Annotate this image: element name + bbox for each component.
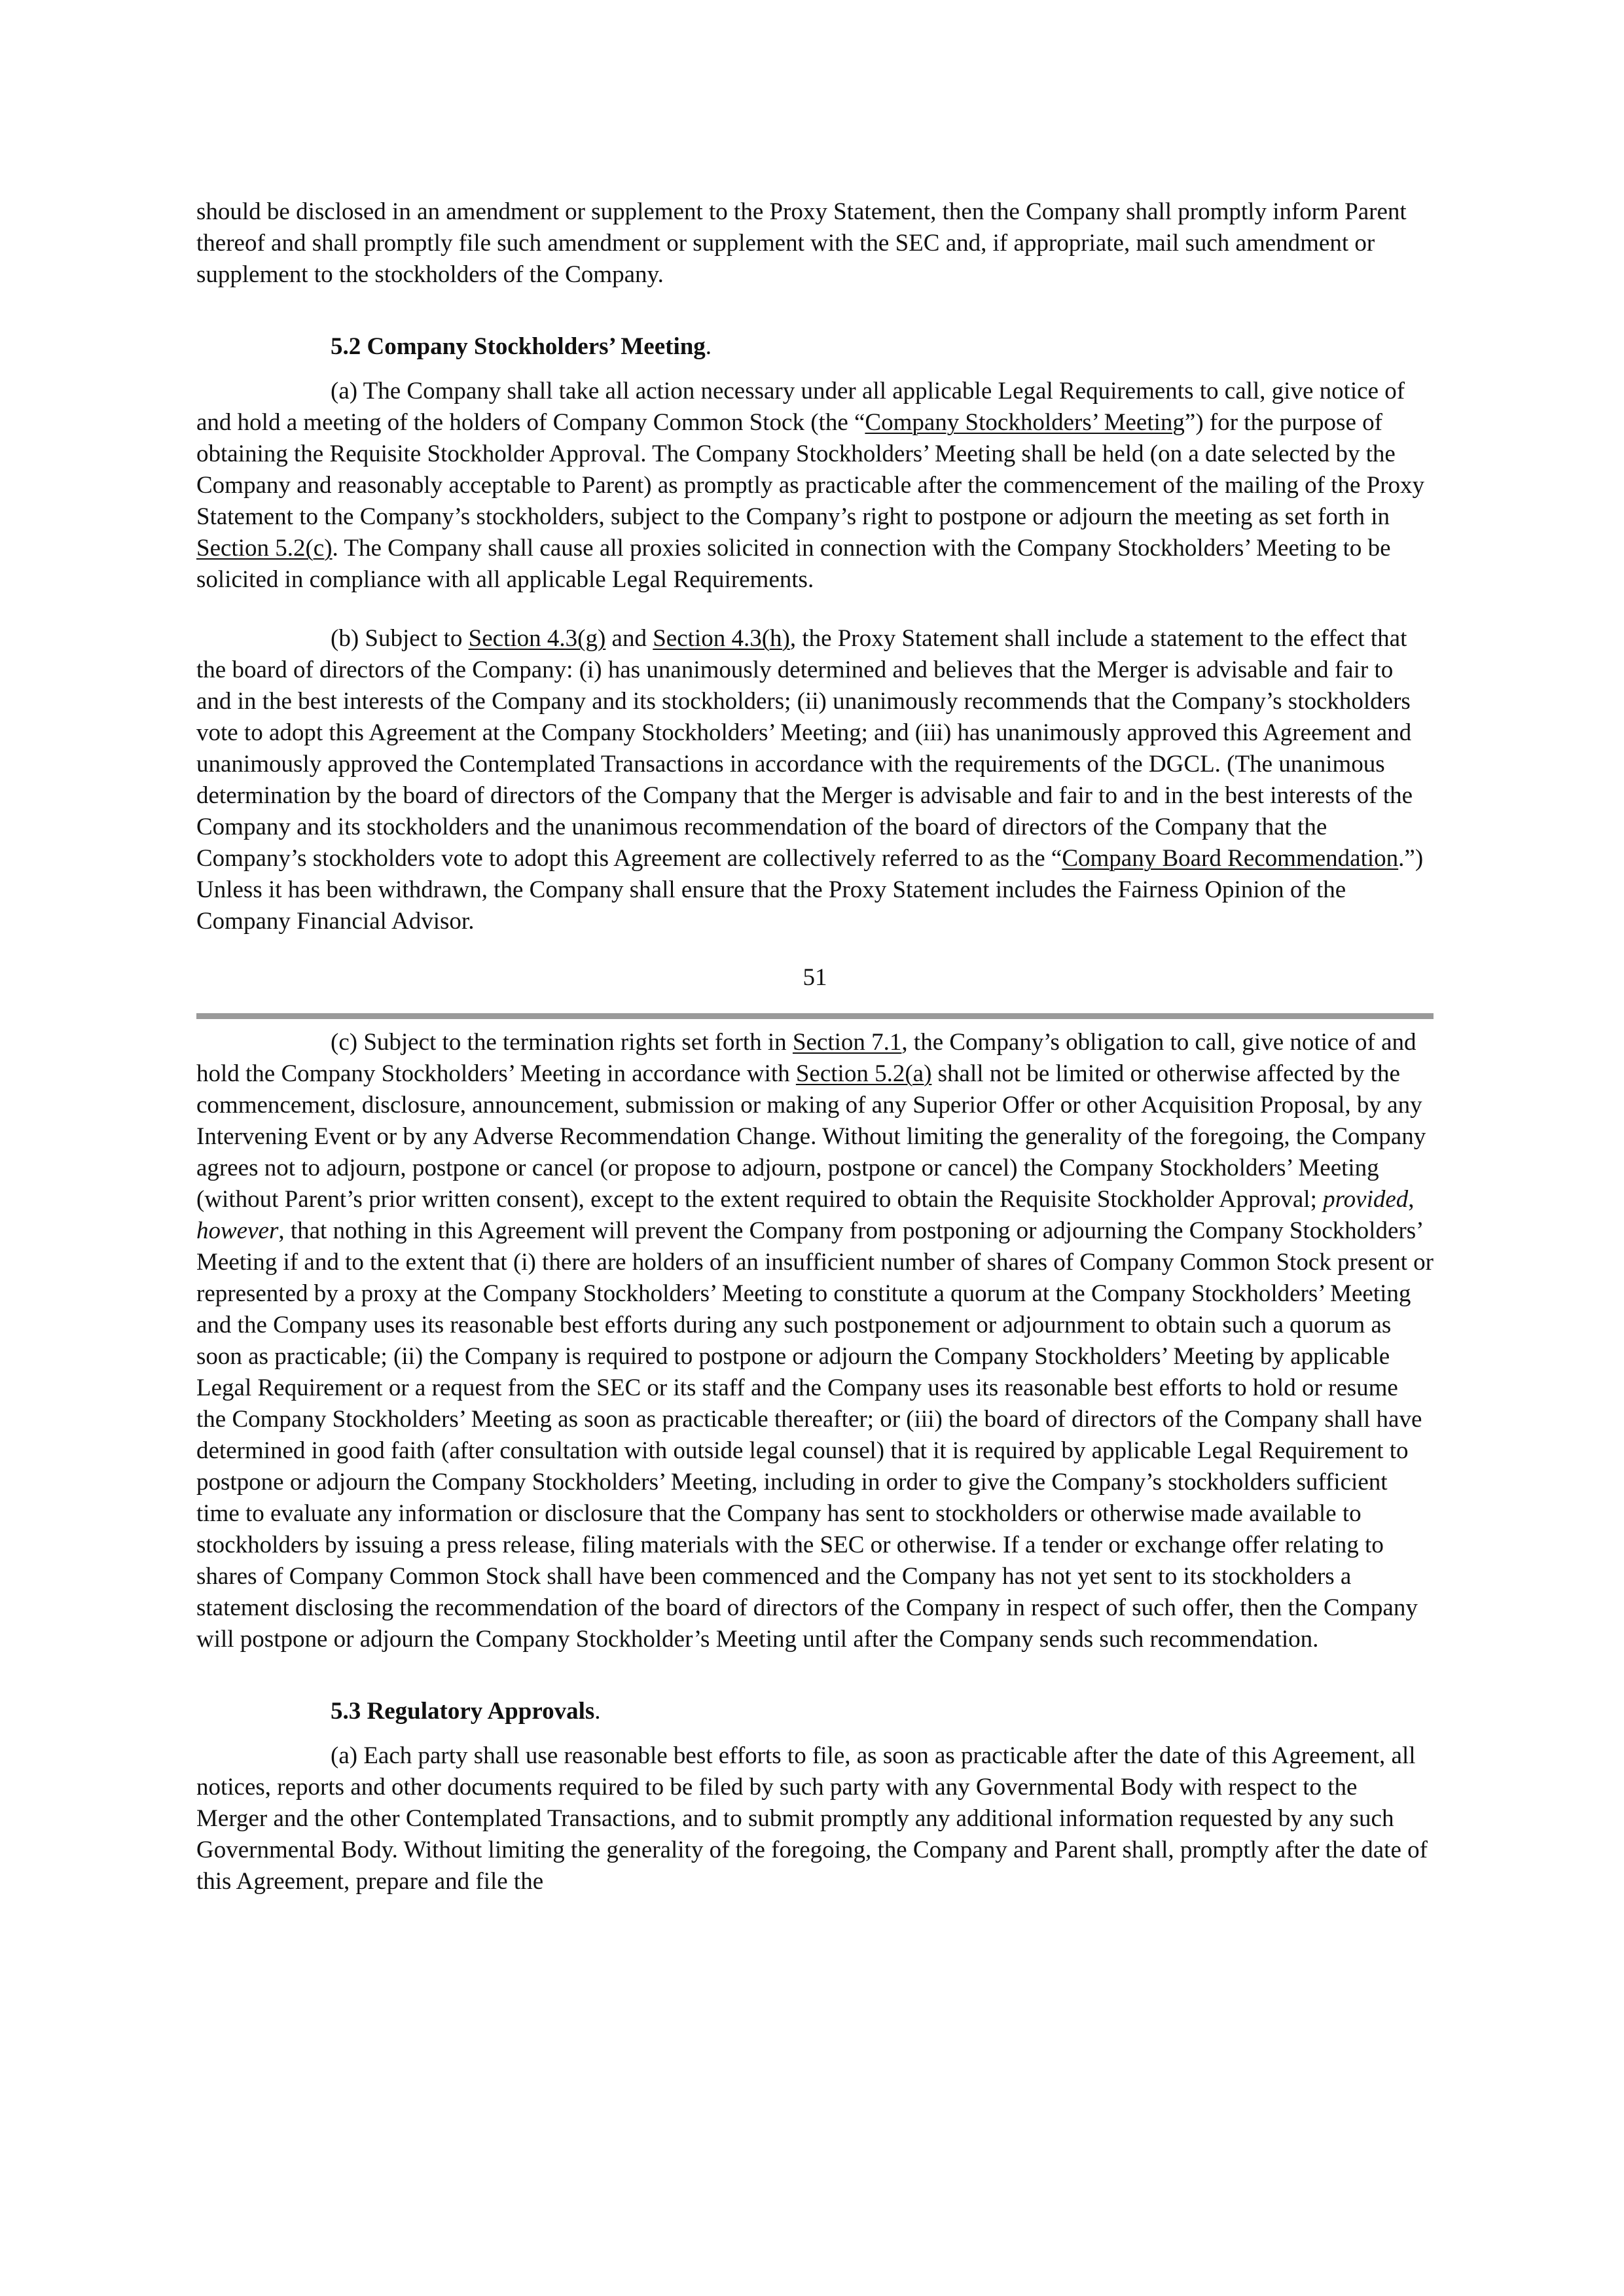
text-run: , the Company’s obligation to call, give notice of and hold the Company Stockholders’ Meeting in accordance with xyxy=(196,1029,1416,1087)
text-run: , that nothing in this Agreement will prevent the Company from postponing or adjourning the Company Stockholders’ Meeting if and to the extent that (i) there are holders of an insufficient number of shares of Company Common Stock present or represented by a proxy at the Company Stockholders’ Meeting to constitute a quorum at the Company Stockholders’ Meeting and the Company uses its reasonable best efforts during any such postponement or adjournment to obtain such a quorum as soon as practicable; (ii) the Company is required to postpone or adjourn the Company Stockholders’ Meeting by applicable Legal Requirement or a request from the SEC or its staff and the Company uses its reasonable best efforts to hold or resume the Company Stockholders’ Meeting as soon as practicable thereafter; or (iii) the board of directors of the Company shall have determined in good faith (after consultation with outside legal counsel) that it is required by applicable Legal Requirement to postpone or adjourn the Company Stockholders’ Meeting, including in order to give the Company’s stockholders sufficient time to evaluate any information or disclosure that the Company has sent to stockholders or otherwise made available to stockholders by issuing a press release, filing materials with the SEC or otherwise. If a tender or exchange offer relating to shares of Company Common Stock shall have been commenced and the Company has not yet sent to its stockholders a statement disclosing the recommendation of the board of directors of the Company in respect of such offer, then the Company will postpone or adjourn the Company Stockholder’s Meeting until after the Company sends such recommendation. xyxy=(196,1217,1434,1653)
text-run: . The Company shall cause all proxies solicited in connection with the Company Stockholders’ Meeting to be solicited in compliance with all applicable Legal Requirements. xyxy=(196,535,1391,593)
text-run: ”) for the purpose of obtaining the Requisite Stockholder Approval. The Company Stockholders’ Meeting shall be held (on a date selected by the Company and reasonably acceptable to Parent) as promptly as practicable after the commencement of the mailing of the Proxy Statement to the Company’s stockholders, subject to the Company’s right to postpone or adjourn the meeting as set forth in xyxy=(196,409,1425,530)
paragraph-5-2-c xyxy=(196,1027,1434,1655)
heading-period: . xyxy=(594,1698,601,1725)
text-run: , the Proxy Statement shall include a statement to the effect that the board of directors of the Company: (i) has unanimously determined and believes that the Merger is advisable and fair to and in the best interests of the Company and its stockholders; (ii) unanimously recommends that the Company’s stockholders vote to adopt this Agreement at the Company Stockholders’ Meeting; and (iii) has unanimously approved this Agreement and unanimously approved the Contemplated Transactions in accordance with the requirements of the DGCL. (The unanimous determination by the board of directors of the Company that the Merger is advisable and fair to and in the best interests of the Company and its stockholders and the unanimous recommendation of the board of directors of the Company that the Company’s stockholders vote to adopt this Agreement are collectively referred to as the “ xyxy=(196,625,1413,872)
text-run: and xyxy=(605,625,653,652)
text-run: .”) Unless it has been withdrawn, the Company shall ensure that the Proxy Statement includes the Fairness Opinion of the Company Financial Advisor. xyxy=(196,845,1424,935)
heading-text: 5.3 Regulatory Approvals xyxy=(331,1698,595,1725)
text-run: (a) The Company shall take all action necessary under all applicable Legal Requirements to call, give notice of and hold a meeting of the holders of Company Common Stock (the “ xyxy=(196,378,1405,436)
paragraph-continuation: should be disclosed in an amendment or supplement to the Proxy Statement, then the Company shall promptly inform Parent thereof and shall promptly file such amendment or supplement with the SEC and, if appropriate, mail such amendment or supplement to the stockholders of the Company. xyxy=(196,198,1407,288)
text-run: (c) Subject to the termination rights set forth in xyxy=(331,1029,793,1056)
heading-text: 5.2 Company Stockholders’ Meeting xyxy=(331,333,706,360)
text-run: , xyxy=(1408,1186,1415,1213)
section-reference-link: Section 5.2(a) xyxy=(795,1060,932,1087)
section-reference-link: Section 4.3(g) xyxy=(468,625,606,652)
section-reference-link: Section 4.3(h) xyxy=(653,625,790,652)
defined-term-link: Company Stockholders’ Meeting xyxy=(865,409,1185,436)
text-run: shall not be limited or otherwise affected by the commencement, disclosure, announcement, submission or making of any Superior Offer or other Acquisition Proposal, by any Intervening Event or by any Adverse Recommendation Change. Without limiting the generality of the foregoing, the Company agrees not to adjourn, postpone or cancel (or propose to adjourn, postpone or cancel) the Company Stockholders’ Meeting (without Parent’s prior written consent), except to the extent required to obtain the Requisite Stockholder Approval; xyxy=(196,1060,1426,1213)
paragraph-5-3-a: (a) Each party shall use reasonable best efforts to file, as soon as practicable after the date of this Agreement, all notices, reports and other documents required to be filed by such party with any Governmental Body with respect to the Merger and the other Contemplated Transactions, and to submit promptly any additional information requested by any such Governmental Body. Without limiting the generality of the foregoing, the Company and Parent shall, promptly after the date of this Agreement, prepare and file the xyxy=(196,1742,1428,1895)
section-reference-link: Section 7.1 xyxy=(792,1029,902,1056)
text-run: (b) Subject to xyxy=(331,625,469,652)
italic-term: provided xyxy=(1323,1186,1409,1213)
defined-term-link: Company Board Recommendation xyxy=(1062,845,1399,872)
section-reference-link: Section 5.2(c) xyxy=(196,535,333,562)
page-number: 51 xyxy=(803,964,827,991)
paragraph-5-2-a xyxy=(196,376,1434,596)
section-heading-5-2 xyxy=(196,331,1434,363)
section-heading-5-3 xyxy=(196,1696,1434,1727)
paragraph-5-2-b xyxy=(196,623,1434,937)
page-break-divider xyxy=(196,1013,1434,1019)
document-page xyxy=(196,196,1434,1897)
italic-term: however xyxy=(196,1217,279,1244)
heading-period: . xyxy=(705,333,712,360)
